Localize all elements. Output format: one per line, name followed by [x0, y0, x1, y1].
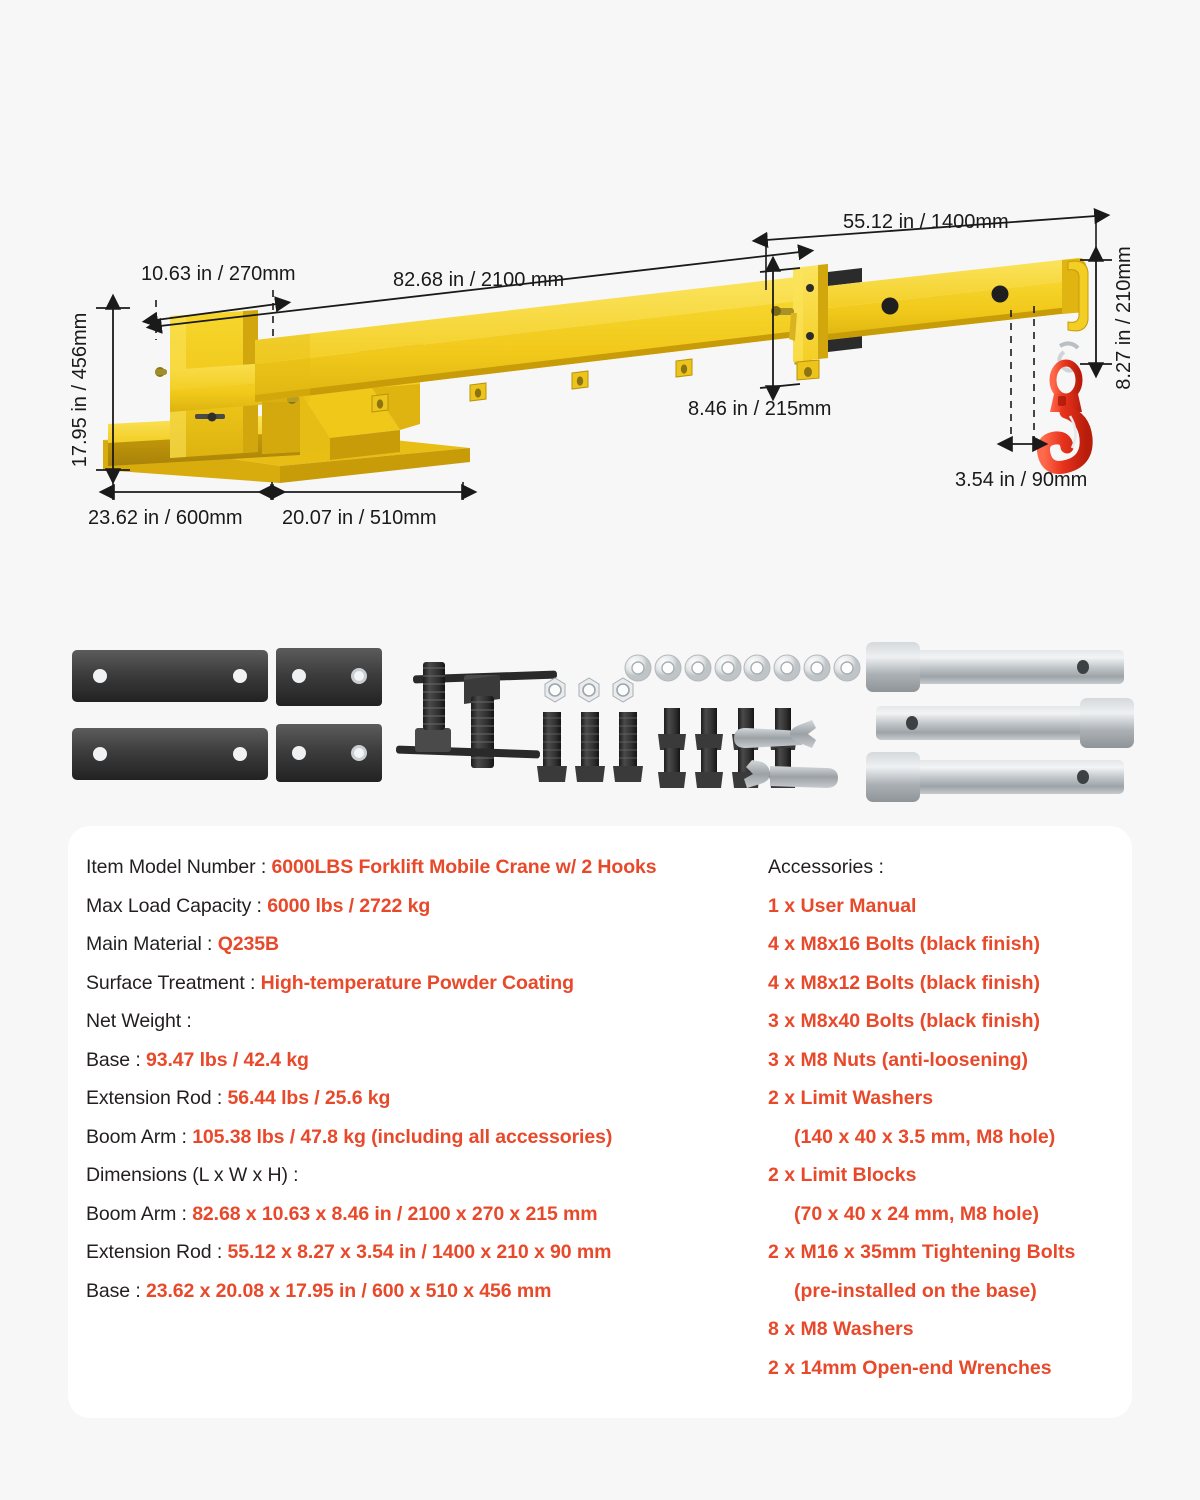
dim-label-boom-length: 82.68 in / 2100 mm — [393, 269, 565, 291]
spec-row-dimensions-heading — [86, 1166, 768, 1186]
specifications-column — [68, 858, 768, 1418]
accessory-item-detail: (140 x 40 x 3.5 mm, M8 hole) — [794, 1125, 1056, 1148]
dim-label-extension-length: 55.12 in / 1400mm — [843, 211, 1009, 233]
accessory-item: 3 x M8x40 Bolts (black finish) — [768, 1010, 1041, 1032]
accessories-column — [768, 858, 1132, 1418]
spec-row-weight-base — [86, 1048, 768, 1071]
dim-label-base-width: 20.07 in / 510mm — [282, 507, 437, 529]
spec-label: Boom Arm : — [86, 1125, 193, 1148]
accessory-item: 8 x M8 Washers — [768, 1318, 914, 1340]
spec-value: High-temperature Powder Coating — [260, 971, 574, 994]
spec-row-dim-extension-rod — [86, 1243, 768, 1263]
dim-label-extension-width: 3.54 in / 90mm — [955, 469, 1088, 491]
m8-nuts-parts — [545, 678, 633, 702]
spec-value: 6000LBS Forklift Mobile Crane w/ 2 Hooks — [271, 856, 657, 878]
accessory-item-detail: (70 x 40 x 24 mm, M8 hole) — [794, 1202, 1039, 1225]
accessory-item: 4 x M8x16 Bolts (black finish) — [768, 933, 1041, 955]
m8x40-bolts-parts — [537, 712, 643, 782]
spec-row-weight-boom-arm — [86, 1125, 768, 1148]
spec-value: 23.62 x 20.08 x 17.95 in / 600 x 510 x 456 mm — [146, 1279, 552, 1302]
crane-dimension-diagram — [0, 0, 1200, 600]
spec-row-dim-boom-arm — [86, 1202, 768, 1225]
spec-value: 55.12 x 8.27 x 3.54 in / 1400 x 210 x 90 mm — [227, 1241, 612, 1263]
specification-card — [68, 826, 1132, 1418]
spec-label: Extension Rod : — [86, 1087, 228, 1109]
spec-row-main-material — [86, 935, 768, 955]
extension-rod — [828, 258, 1088, 340]
crane-product-illustration — [103, 258, 1088, 483]
hook — [1043, 343, 1086, 467]
spec-value: 105.38 lbs / 47.8 kg (including all accessories) — [192, 1125, 613, 1148]
spec-row-max-load-capacity — [86, 894, 768, 917]
spec-label: Boom Arm : — [86, 1202, 193, 1225]
dim-extension-width — [1011, 306, 1034, 448]
spec-value: 93.47 lbs / 42.4 kg — [146, 1048, 309, 1071]
m16-tightening-bolts-parts — [396, 662, 557, 768]
accessory-item: 2 x M16 x 35mm Tightening Bolts — [768, 1241, 1076, 1263]
accessory-item: 2 x Limit Washers — [768, 1087, 934, 1109]
dim-base-bottom — [113, 482, 463, 500]
spec-label: Net Weight : — [86, 1010, 192, 1032]
spec-value: 82.68 x 10.63 x 8.46 in / 2100 x 270 x 215 mm — [192, 1202, 598, 1225]
accessory-item: 3 x M8 Nuts (anti-loosening) — [768, 1048, 1029, 1071]
accessory-item: 2 x Limit Blocks — [768, 1164, 917, 1186]
spec-label: Base : — [86, 1279, 146, 1302]
accessory-item: 4 x M8x12 Bolts (black finish) — [768, 971, 1041, 994]
pin-tubes-parts — [866, 642, 1134, 802]
boom-arm — [255, 276, 811, 412]
accessories-parts-strip — [0, 620, 1200, 810]
limit-washers-parts — [72, 650, 268, 780]
m8-washers-parts — [625, 655, 860, 681]
spec-label: Dimensions (L x W x H) : — [86, 1164, 299, 1186]
spec-label: Extension Rod : — [86, 1241, 228, 1263]
accessory-item: 2 x 14mm Open-end Wrenches — [768, 1356, 1052, 1379]
spec-row-dim-base — [86, 1279, 768, 1302]
dim-label-base-height: 17.95 in / 456mm — [69, 312, 91, 468]
spec-value: Q235B — [217, 933, 279, 955]
accessories-heading: Accessories : — [768, 856, 884, 878]
spec-row-item-model-number — [86, 858, 768, 878]
spec-row-weight-extension-rod — [86, 1089, 768, 1109]
dim-label-base-length: 23.62 in / 600mm — [88, 507, 243, 529]
spec-value: 6000 lbs / 2722 kg — [267, 894, 431, 917]
limit-blocks-parts — [276, 648, 382, 782]
accessory-item: 1 x User Manual — [768, 894, 917, 917]
spec-value: 56.44 lbs / 25.6 kg — [227, 1087, 391, 1109]
dim-label-boom-height: 8.46 in / 215mm — [688, 398, 832, 420]
dim-label-boom-width: 10.63 in / 270mm — [141, 263, 296, 285]
spec-row-surface-treatment — [86, 971, 768, 994]
spec-label: Main Material : — [86, 933, 218, 955]
spec-row-net-weight-heading — [86, 1012, 768, 1032]
spec-label: Item Model Number : — [86, 856, 272, 878]
spec-label: Base : — [86, 1048, 146, 1071]
dim-label-extension-height: 8.27 in / 210mm — [1113, 246, 1135, 390]
spec-label: Max Load Capacity : — [86, 894, 268, 917]
accessory-item-detail: (pre-installed on the base) — [794, 1279, 1037, 1302]
spec-label: Surface Treatment : — [86, 971, 261, 994]
